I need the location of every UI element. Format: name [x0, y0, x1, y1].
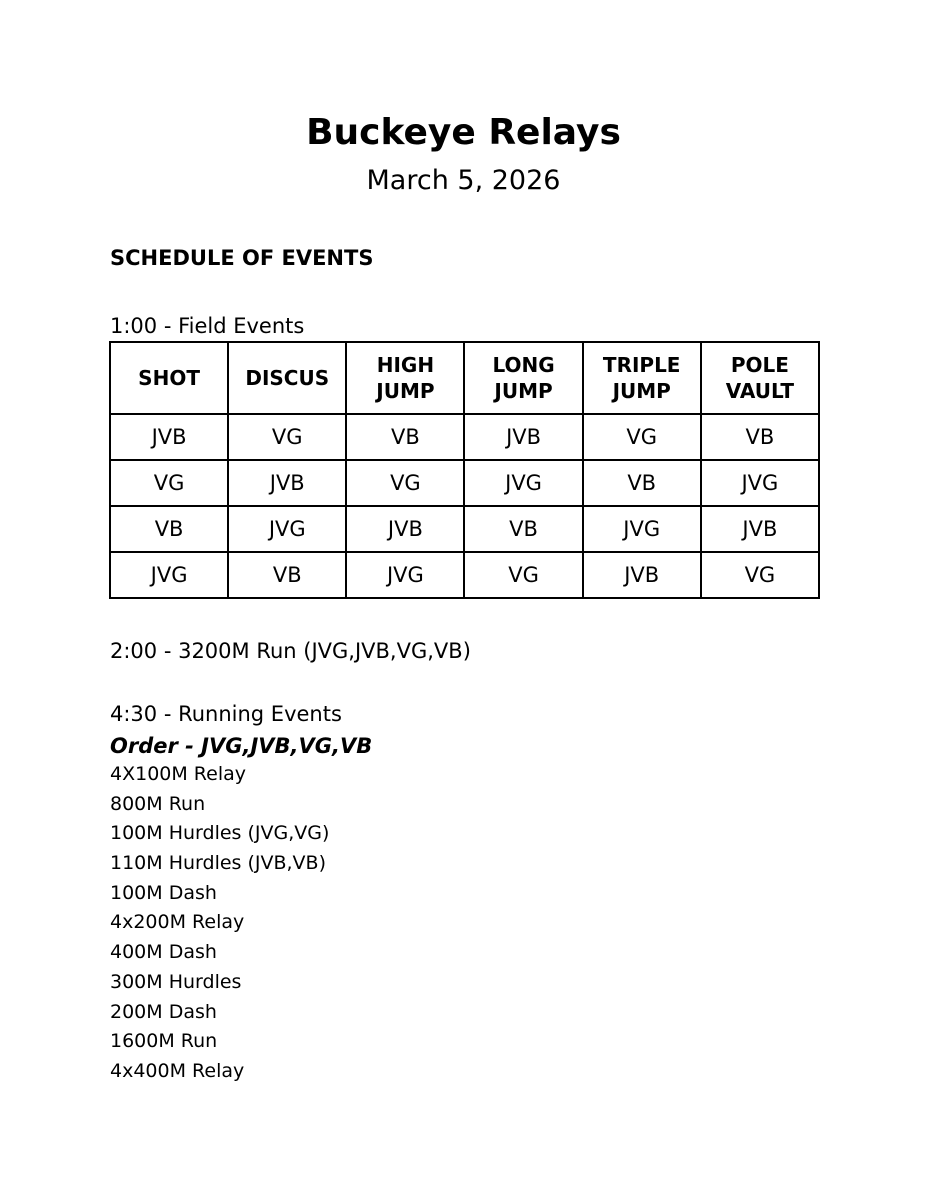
header-line: JUMP [494, 379, 553, 403]
running-events-label: 4:30 - Running Events [110, 702, 342, 726]
list-item: 4x400M Relay [110, 1059, 245, 1082]
column-header-shot [110, 342, 228, 414]
running-order: Order - JVG,JVB,VG,VB [110, 734, 373, 758]
list-item: 4X100M Relay [110, 763, 247, 785]
schedule-heading: SCHEDULE OF EVENTS [110, 246, 374, 270]
column-header-pole-vault [701, 342, 819, 414]
event-date: March 5, 2026 [366, 165, 561, 196]
header-line: DISCUS [245, 366, 330, 390]
list-item: 1600M Run [110, 1030, 218, 1053]
run-3200-line: 2:00 - 3200M Run (JVG,JVB,VG,VB) [110, 639, 471, 663]
running-events-list [110, 760, 329, 1087]
table-cell: VG [228, 414, 346, 460]
header-line: TRIPLE [602, 353, 681, 377]
table-cell: JVG [110, 552, 228, 598]
list-item: 200M Dash [110, 1000, 217, 1023]
table-cell: VG [464, 552, 582, 598]
table-cell: JVG [464, 460, 582, 506]
header-line: VAULT [725, 379, 795, 403]
table-cell: JVB [228, 460, 346, 506]
table-cell: VG [346, 460, 464, 506]
table-cell: JVG [346, 552, 464, 598]
table-header-row [110, 342, 819, 414]
table-cell: VB [228, 552, 346, 598]
list-item: 400M Dash [110, 941, 217, 964]
table-row [110, 414, 819, 460]
page-title: Buckeye Relays [306, 112, 621, 153]
table-cell: VB [583, 460, 701, 506]
table-row [110, 552, 819, 598]
field-events-table [109, 341, 820, 599]
table-cell: JVG [228, 506, 346, 552]
header-line: HIGH [376, 353, 435, 377]
list-item: 4x200M Relay [110, 911, 245, 934]
header-line: POLE [730, 353, 789, 377]
table-row [110, 506, 819, 552]
column-header-triple-jump [583, 342, 701, 414]
header-line: JUMP [612, 379, 671, 403]
list-item: 110M Hurdles (JVB,VB) [110, 852, 327, 875]
table-row [110, 460, 819, 506]
table-cell: JVG [583, 506, 701, 552]
list-item: 800M Run [110, 792, 206, 815]
list-item: 100M Dash [110, 881, 217, 904]
table-cell: JVB [346, 506, 464, 552]
field-events-label: 1:00 - Field Events [110, 314, 305, 338]
table-cell: VG [583, 414, 701, 460]
table-cell: JVB [701, 506, 819, 552]
header-line: JUMP [376, 379, 435, 403]
table-cell: JVG [701, 460, 819, 506]
list-item: 100M Hurdles (JVG,VG) [110, 822, 330, 845]
table-cell: JVB [583, 552, 701, 598]
list-item: 300M Hurdles [110, 970, 242, 993]
table-cell: VB [701, 414, 819, 460]
table-cell: VG [110, 460, 228, 506]
table-cell: VB [346, 414, 464, 460]
header-line: LONG [492, 353, 555, 377]
table-cell: VB [464, 506, 582, 552]
table-cell: VG [701, 552, 819, 598]
header-line: SHOT [138, 366, 200, 390]
table-cell: JVB [464, 414, 582, 460]
column-header-high-jump [346, 342, 464, 414]
table-cell: JVB [110, 414, 228, 460]
table-cell: VB [110, 506, 228, 552]
column-header-long-jump [464, 342, 582, 414]
column-header-discus [228, 342, 346, 414]
